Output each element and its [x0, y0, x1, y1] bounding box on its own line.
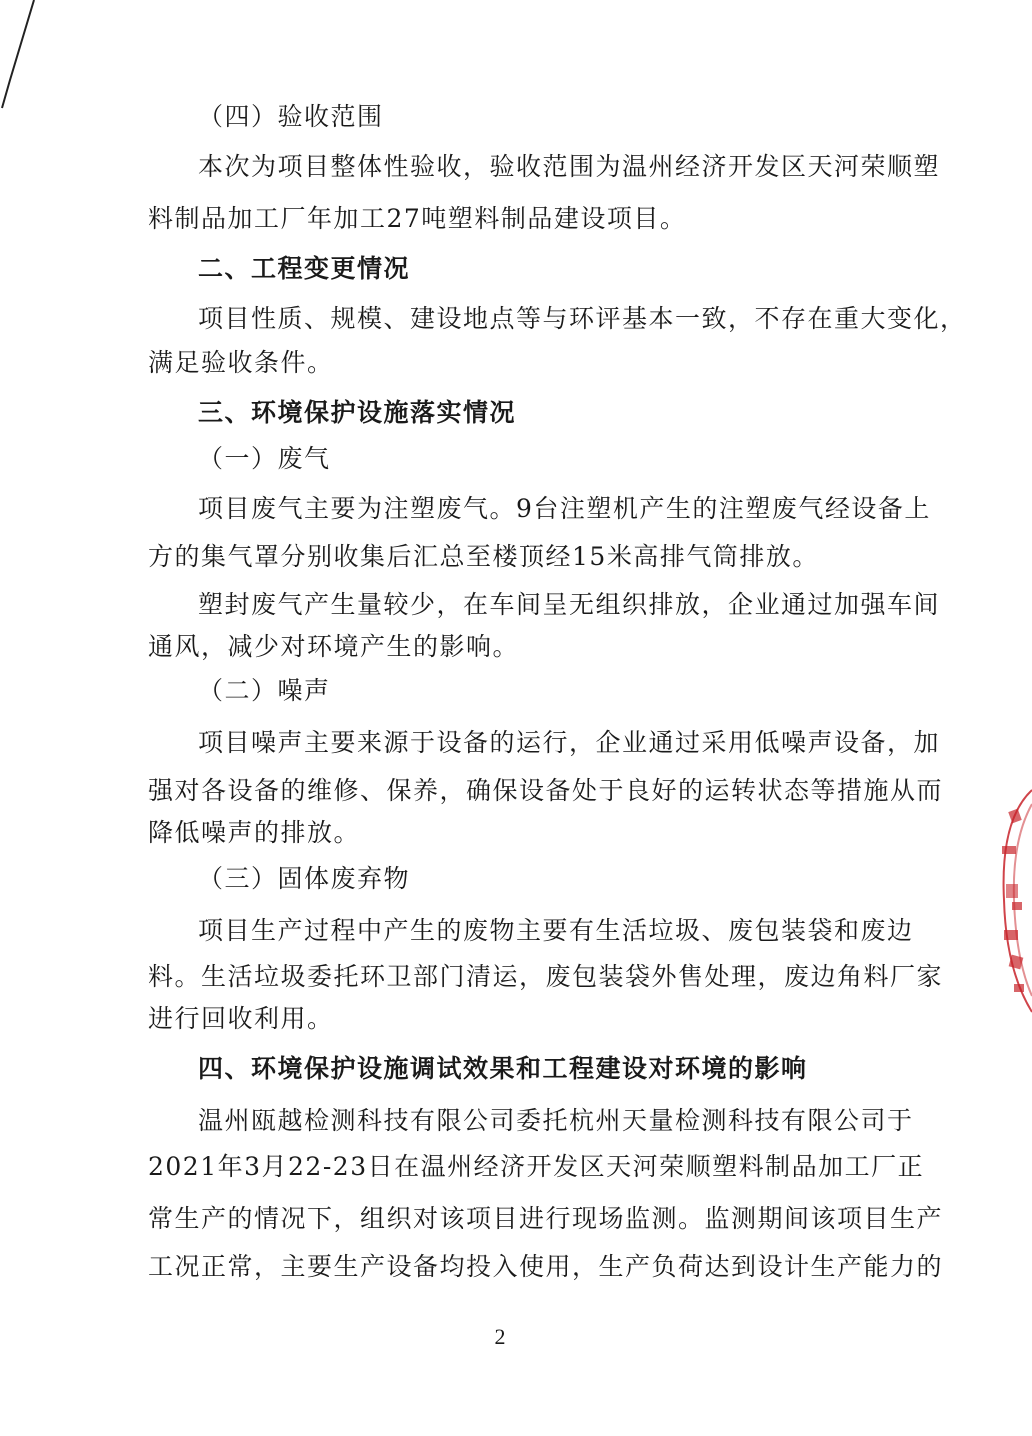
paragraph-line: 温州瓯越检测科技有限公司委托杭州天量检测科技有限公司于	[198, 1106, 914, 1135]
paragraph-line: 进行回收利用。	[148, 1004, 334, 1033]
paragraph-line: 常生产的情况下，组织对该项目进行现场监测。监测期间该项目生产	[148, 1204, 944, 1233]
paragraph-line: 工况正常，主要生产设备均投入使用，生产负荷达到设计生产能力的	[148, 1252, 944, 1281]
paragraph-line: 通风，减少对环境产生的影响。	[148, 632, 520, 661]
subsection-heading-solid-waste: （三）固体废弃物	[198, 864, 411, 893]
paragraph-line: 本次为项目整体性验收，验收范围为温州经济开发区天河荣顺塑	[198, 152, 941, 181]
section-heading-acceptance-scope: （四）验收范围	[198, 102, 384, 131]
paragraph-line: 项目噪声主要来源于设备的运行，企业通过采用低噪声设备，加	[198, 728, 941, 757]
paragraph-line: 满足验收条件。	[148, 348, 334, 377]
paragraph-line: 方的集气罩分别收集后汇总至楼顶经15米高排气筒排放。	[148, 542, 819, 571]
paragraph-line: 项目废气主要为注塑废气。9台注塑机产生的注塑废气经设备上	[198, 494, 931, 523]
paragraph-line: 料制品加工厂年加工27吨塑料制品建设项目。	[148, 204, 687, 233]
page-number: 2	[494, 1324, 506, 1349]
subsection-heading-waste-gas: （一）废气	[198, 444, 331, 473]
paragraph-line: 降低噪声的排放。	[148, 818, 361, 847]
scan-edge-mark	[0, 0, 40, 110]
paragraph-line: 强对各设备的维修、保养，确保设备处于良好的运转状态等措施从而	[148, 776, 944, 805]
section-heading-debugging-effects: 四、环境保护设施调试效果和工程建设对环境的影响	[198, 1054, 808, 1083]
paragraph-line: 料。生活垃圾委托环卫部门清运，废包装袋外售处理，废边角料厂家	[148, 962, 944, 991]
section-heading-env-protection: 三、环境保护设施落实情况	[198, 398, 517, 427]
paragraph-line: 2021年3月22-23日在温州经济开发区天河荣顺塑料制品加工厂正	[148, 1152, 925, 1181]
section-heading-engineering-changes: 二、工程变更情况	[198, 254, 411, 283]
paragraph-line: 塑封废气产生量较少，在车间呈无组织排放，企业通过加强车间	[198, 590, 941, 619]
subsection-heading-noise: （二）噪声	[198, 676, 331, 705]
paragraph-line: 项目性质、规模、建设地点等与环评基本一致，不存在重大变化，	[198, 304, 967, 333]
red-seal-stamp	[992, 780, 1032, 1020]
paragraph-line: 项目生产过程中产生的废物主要有生活垃圾、废包装袋和废边	[198, 916, 914, 945]
